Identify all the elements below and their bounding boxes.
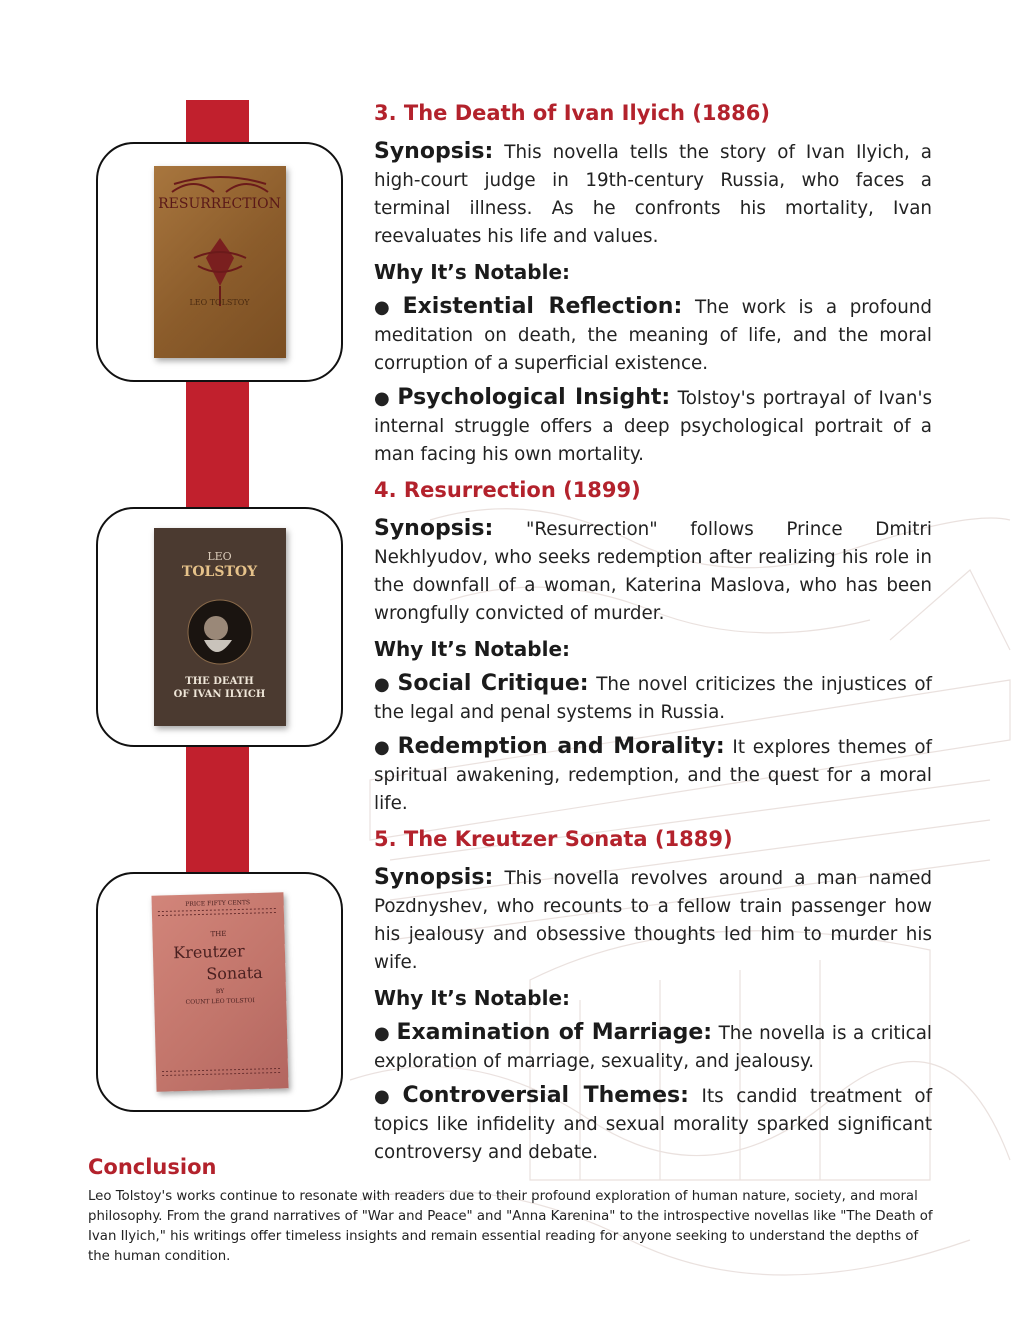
- synopsis-paragraph: [374, 138, 932, 251]
- why-notable-heading: Why It’s Notable:: [374, 637, 571, 661]
- section-title: 4. Resurrection (1899): [374, 478, 641, 502]
- book-cover-frame-3: [96, 872, 343, 1112]
- death-of-ivan-ilyich-cover: [154, 528, 286, 726]
- cover2-author-first: LEO: [207, 550, 232, 563]
- synopsis-text: This novella tells the story of Ivan Ilyich, a high-court judge in 19th-century Russia, who faces a terminal illness. As he confronts his mortality, Ivan reevaluates his life and values.: [374, 142, 932, 247]
- book-section-kreutzer-sonata: [374, 824, 932, 1167]
- bullet-icon: ●: [374, 297, 397, 318]
- conclusion-text: Leo Tolstoy's works continue to resonate with readers due to their profound exploration of human nature, society, and moral philosophy. From the grand narratives of "War and Peace" and "Anna Karenina" to the introspective novellas like "The Death of Ivan Ilyich," his writings offer timeless insights and remain essential reading for anyone seeking to understand the depths of the human condition.: [88, 1189, 933, 1264]
- cover2-title-line1: THE DEATH: [185, 676, 254, 687]
- cover1-title: RESURRECTION: [158, 196, 281, 212]
- cover3-author: COUNT LEO TOLSTOI: [185, 997, 255, 1006]
- synopsis-label: Synopsis:: [374, 139, 494, 164]
- point-paragraph: [374, 733, 932, 818]
- section-title: 3. The Death of Ivan Ilyich (1886): [374, 101, 770, 125]
- book-section-ivan-ilyich: [374, 98, 932, 469]
- ornament-icon: [154, 166, 286, 358]
- section-title: 5. The Kreutzer Sonata (1889): [374, 827, 733, 851]
- synopsis-label: Synopsis:: [374, 865, 494, 890]
- synopsis-text: This novella revolves around a man named Pozdnyshev, who recounts to a fellow train passenger how his jealousy and obsessive thoughts led him to murder his wife.: [374, 868, 932, 973]
- cover3-title-line2: Sonata: [205, 962, 263, 984]
- cover3-the: THE: [209, 929, 227, 939]
- synopsis-label: Synopsis:: [374, 516, 494, 541]
- bullet-icon: ●: [374, 388, 392, 409]
- cover3-price: PRICE FIFTY CENTS: [184, 899, 250, 908]
- bullet-icon: ●: [374, 674, 392, 695]
- point-paragraph: [374, 670, 932, 727]
- synopsis-paragraph: [374, 864, 932, 977]
- point-label: Psychological Insight:: [397, 385, 671, 410]
- point-label: Controversial Themes:: [402, 1083, 689, 1108]
- point-paragraph: [374, 293, 932, 378]
- kreutzer-sonata-cover: [151, 892, 288, 1091]
- book-section-resurrection: [374, 475, 932, 818]
- synopsis-paragraph: [374, 515, 932, 628]
- book-list: [374, 98, 932, 1173]
- bullet-icon: ●: [374, 1023, 391, 1044]
- point-paragraph: [374, 384, 932, 469]
- point-text: The novella is a critical exploration of marriage, sexuality, and jealousy.: [374, 1023, 932, 1072]
- point-label: Redemption and Morality:: [397, 734, 725, 759]
- border-lines-icon: [151, 892, 288, 1091]
- point-label: Examination of Marriage:: [396, 1020, 713, 1045]
- cover2-title-line2: OF IVAN ILYICH: [173, 689, 266, 700]
- why-notable-heading: Why It’s Notable:: [374, 260, 571, 284]
- conclusion-title: Conclusion: [88, 1155, 217, 1179]
- cover2-author-last: TOLSTOY: [181, 564, 258, 580]
- synopsis-text: "Resurrection" follows Prince Dmitri Nekhlyudov, who seeks redemption after realizing his role in the downfall of a woman, Katerina Maslova, who has been wrongfully convicted of murder.: [374, 519, 933, 624]
- point-text: The novel criticizes the injustices of the legal and penal systems in Russia.: [374, 674, 932, 723]
- resurrection-cover: [154, 166, 286, 358]
- why-notable-heading: Why It’s Notable:: [374, 986, 571, 1010]
- bullet-icon: ●: [374, 1086, 397, 1107]
- point-label: Existential Reflection:: [402, 294, 683, 319]
- book-cover-frame-2: [96, 507, 343, 747]
- cover1-author: LEO TOLSTOY: [189, 298, 250, 307]
- point-text: It explores themes of spiritual awakening, redemption, and the quest for a moral life.: [374, 737, 932, 814]
- point-text: Its candid treatment of topics like infidelity and sexual morality sparked significant controversy and debate.: [374, 1086, 932, 1163]
- point-text: The work is a profound meditation on death, the meaning of life, and the moral corruption of a superficial existence.: [374, 297, 932, 374]
- bullet-icon: ●: [374, 737, 392, 758]
- point-paragraph: [374, 1019, 932, 1076]
- cover3-title-line1: Kreutzer: [172, 941, 245, 963]
- point-paragraph: [374, 1082, 932, 1167]
- cover3-by: BY: [215, 987, 224, 996]
- point-text: Tolstoy's portrayal of Ivan's internal struggle offers a deep psychological portrait of a man facing his own mortality.: [374, 388, 933, 465]
- book-cover-frame-1: [96, 142, 343, 382]
- point-label: Social Critique:: [397, 671, 589, 696]
